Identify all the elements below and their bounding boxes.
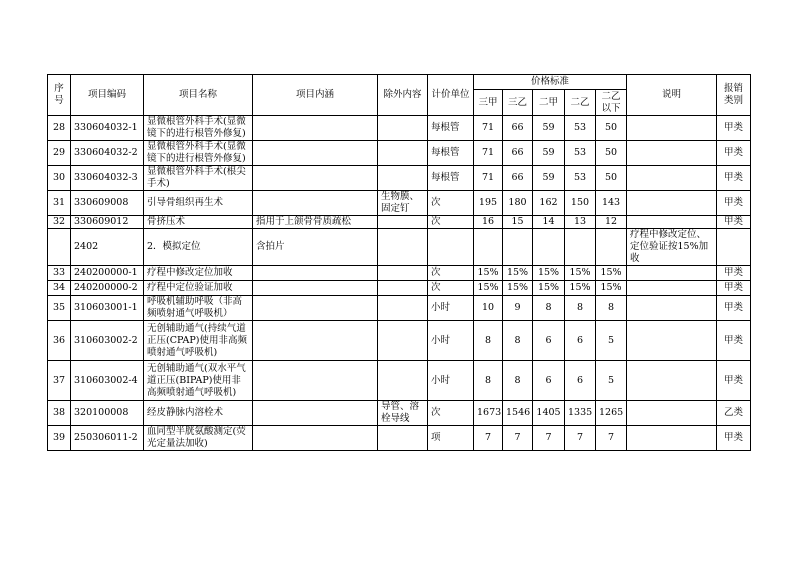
table-row (48, 141, 751, 166)
row-unit: 次 (428, 216, 474, 229)
row-note (627, 401, 717, 426)
row-seq: 30 (48, 166, 71, 191)
row-content (253, 281, 378, 296)
header-except: 除外内容 (378, 75, 428, 116)
row-price: 8 (596, 296, 627, 321)
row-price: 150 (565, 191, 596, 216)
row-price: 66 (503, 141, 533, 166)
row-price: 8 (503, 321, 533, 361)
row-price: 143 (596, 191, 627, 216)
row-reimb: 甲类 (717, 296, 751, 321)
row-price (474, 229, 503, 266)
row-seq: 36 (48, 321, 71, 361)
row-note: 疗程中修改定位、定位验证按15%加收 (627, 229, 717, 266)
row-code: 330604032-2 (71, 141, 144, 166)
row-price: 15% (565, 266, 596, 281)
header-reimb: 报销类别 (717, 75, 751, 116)
row-price: 15% (533, 266, 565, 281)
table-row (48, 166, 751, 191)
row-price: 6 (565, 321, 596, 361)
row-code: 310603001-1 (71, 296, 144, 321)
row-except (378, 266, 428, 281)
row-price: 8 (474, 361, 503, 401)
row-note (627, 191, 717, 216)
row-price: 1335 (565, 401, 596, 426)
row-price: 71 (474, 166, 503, 191)
row-price: 71 (474, 141, 503, 166)
row-price: 59 (533, 116, 565, 141)
row-price: 5 (596, 361, 627, 401)
row-except (378, 141, 428, 166)
table-row (48, 281, 751, 296)
row-except (378, 426, 428, 451)
row-price: 8 (503, 361, 533, 401)
row-price: 8 (474, 321, 503, 361)
row-reimb: 乙类 (717, 401, 751, 426)
row-except (378, 321, 428, 361)
row-price: 8 (565, 296, 596, 321)
row-price: 16 (474, 216, 503, 229)
row-seq: 35 (48, 296, 71, 321)
row-code: 250306011-2 (71, 426, 144, 451)
row-unit: 每根管 (428, 116, 474, 141)
row-code: 330609008 (71, 191, 144, 216)
row-price: 59 (533, 141, 565, 166)
table-row (48, 426, 751, 451)
table-row (48, 216, 751, 229)
row-content: 指用于上颌骨骨质疏松 (253, 216, 378, 229)
row-price (503, 229, 533, 266)
row-except (378, 116, 428, 141)
row-price: 7 (533, 426, 565, 451)
row-price: 14 (533, 216, 565, 229)
row-note (627, 266, 717, 281)
row-price: 7 (474, 426, 503, 451)
row-code: 330609012 (71, 216, 144, 229)
row-code: 310603002-2 (71, 321, 144, 361)
row-price: 15% (596, 281, 627, 296)
row-except (378, 166, 428, 191)
row-seq: 32 (48, 216, 71, 229)
table-row (48, 296, 751, 321)
row-unit: 每根管 (428, 141, 474, 166)
row-code: 310603002-4 (71, 361, 144, 401)
row-price: 1405 (533, 401, 565, 426)
header-price-col: 三甲 (474, 90, 503, 116)
row-price: 15% (503, 281, 533, 296)
header-code: 项目编码 (71, 75, 144, 116)
row-content (253, 401, 378, 426)
table-row (48, 191, 751, 216)
row-price: 13 (565, 216, 596, 229)
row-name: 显微根管外科手术(显微镜下的进行根管外修复) (144, 141, 253, 166)
row-price: 6 (533, 361, 565, 401)
row-price: 15% (533, 281, 565, 296)
row-note (627, 281, 717, 296)
row-price: 15% (565, 281, 596, 296)
row-price: 1546 (503, 401, 533, 426)
row-note (627, 166, 717, 191)
row-seq: 33 (48, 266, 71, 281)
row-name: 血同型半胱氨酸测定(荧光定量法加收) (144, 426, 253, 451)
row-reimb: 甲类 (717, 191, 751, 216)
header-content: 项目内涵 (253, 75, 378, 116)
row-price: 66 (503, 116, 533, 141)
row-price: 50 (596, 141, 627, 166)
row-reimb: 甲类 (717, 266, 751, 281)
row-note (627, 361, 717, 401)
row-code: 330604032-3 (71, 166, 144, 191)
row-seq: 31 (48, 191, 71, 216)
row-seq: 29 (48, 141, 71, 166)
row-name: 无创辅助通气(持续气道正压(CPAP)使用非高频喷射通气呼吸机) (144, 321, 253, 361)
row-reimb: 甲类 (717, 426, 751, 451)
row-price: 1673 (474, 401, 503, 426)
row-seq: 39 (48, 426, 71, 451)
row-reimb: 甲类 (717, 166, 751, 191)
row-price: 6 (565, 361, 596, 401)
row-note (627, 296, 717, 321)
row-price: 15% (474, 281, 503, 296)
row-content (253, 426, 378, 451)
row-except: 导管、溶栓导线 (378, 401, 428, 426)
row-unit: 小时 (428, 296, 474, 321)
row-reimb: 甲类 (717, 321, 751, 361)
row-seq: 37 (48, 361, 71, 401)
row-except: 生物膜、固定钉 (378, 191, 428, 216)
row-note (627, 426, 717, 451)
header-note: 说明 (627, 75, 717, 116)
row-note (627, 321, 717, 361)
row-content: 含拍片 (253, 229, 378, 266)
row-unit: 次 (428, 281, 474, 296)
row-note (627, 216, 717, 229)
row-content (253, 191, 378, 216)
header-price-col: 三乙 (503, 90, 533, 116)
row-price (565, 229, 596, 266)
row-price: 15% (474, 266, 503, 281)
row-reimb: 甲类 (717, 281, 751, 296)
header-seq: 序号 (48, 75, 71, 116)
row-name: 引导骨组织再生术 (144, 191, 253, 216)
header-price-col: 二乙 (565, 90, 596, 116)
row-unit: 小时 (428, 321, 474, 361)
row-except (378, 296, 428, 321)
row-price: 7 (596, 426, 627, 451)
row-seq: 38 (48, 401, 71, 426)
row-price: 9 (503, 296, 533, 321)
row-price: 12 (596, 216, 627, 229)
header-unit: 计价单位 (428, 75, 474, 116)
row-unit: 次 (428, 191, 474, 216)
row-price: 66 (503, 166, 533, 191)
row-price: 7 (565, 426, 596, 451)
row-code: 240200000-2 (71, 281, 144, 296)
row-name: 显微根管外科手术(显微镜下的进行根管外修复) (144, 116, 253, 141)
row-content (253, 296, 378, 321)
row-code: 330604032-1 (71, 116, 144, 141)
row-unit: 次 (428, 266, 474, 281)
row-except (378, 281, 428, 296)
row-name: 显微根管外科手术(根尖手术) (144, 166, 253, 191)
row-price: 71 (474, 116, 503, 141)
row-price: 50 (596, 116, 627, 141)
row-code: 240200000-1 (71, 266, 144, 281)
row-price: 53 (565, 141, 596, 166)
row-unit: 项 (428, 426, 474, 451)
row-note (627, 141, 717, 166)
header-name: 项目名称 (144, 75, 253, 116)
row-unit (428, 229, 474, 266)
row-price: 53 (565, 166, 596, 191)
table-row (48, 229, 751, 266)
header-price-group: 价格标准 (474, 75, 627, 90)
row-price: 1265 (596, 401, 627, 426)
row-content (253, 361, 378, 401)
table-row (48, 266, 751, 281)
row-price: 7 (503, 426, 533, 451)
table-row (48, 361, 751, 401)
row-price: 6 (533, 321, 565, 361)
row-price: 10 (474, 296, 503, 321)
row-price (596, 229, 627, 266)
row-content (253, 141, 378, 166)
row-reimb (717, 229, 751, 266)
row-content (253, 166, 378, 191)
row-unit: 每根管 (428, 166, 474, 191)
header-price-col: 二甲 (533, 90, 565, 116)
row-seq (48, 229, 71, 266)
row-content (253, 321, 378, 361)
row-name: 呼吸机辅助呼吸（非高频喷射通气呼吸机） (144, 296, 253, 321)
row-except (378, 216, 428, 229)
row-price: 195 (474, 191, 503, 216)
row-price (533, 229, 565, 266)
table-row (48, 321, 751, 361)
row-price: 15% (503, 266, 533, 281)
row-name: 无创辅助通气(双水平气道正压(BIPAP)使用非高频喷射通气呼吸机) (144, 361, 253, 401)
row-reimb: 甲类 (717, 141, 751, 166)
row-code: 2402 (71, 229, 144, 266)
row-except (378, 361, 428, 401)
table-row (48, 401, 751, 426)
row-name: 疗程中修改定位加收 (144, 266, 253, 281)
row-except (378, 229, 428, 266)
row-price: 15% (596, 266, 627, 281)
table-row (48, 116, 751, 141)
row-name: 2．模拟定位 (144, 229, 253, 266)
row-name: 经皮静脉内溶栓术 (144, 401, 253, 426)
row-name: 骨挤压术 (144, 216, 253, 229)
row-note (627, 116, 717, 141)
row-reimb: 甲类 (717, 216, 751, 229)
row-price: 5 (596, 321, 627, 361)
row-price: 50 (596, 166, 627, 191)
row-price: 8 (533, 296, 565, 321)
row-unit: 次 (428, 401, 474, 426)
row-content (253, 116, 378, 141)
price-standard-table (47, 74, 751, 451)
row-price: 180 (503, 191, 533, 216)
row-seq: 28 (48, 116, 71, 141)
row-price: 59 (533, 166, 565, 191)
row-content (253, 266, 378, 281)
header-price-col: 二乙以下 (596, 90, 627, 116)
row-price: 15 (503, 216, 533, 229)
row-reimb: 甲类 (717, 116, 751, 141)
row-price: 53 (565, 116, 596, 141)
row-reimb: 甲类 (717, 361, 751, 401)
row-price: 162 (533, 191, 565, 216)
row-code: 320100008 (71, 401, 144, 426)
row-unit: 小时 (428, 361, 474, 401)
row-name: 疗程中定位验证加收 (144, 281, 253, 296)
row-seq: 34 (48, 281, 71, 296)
